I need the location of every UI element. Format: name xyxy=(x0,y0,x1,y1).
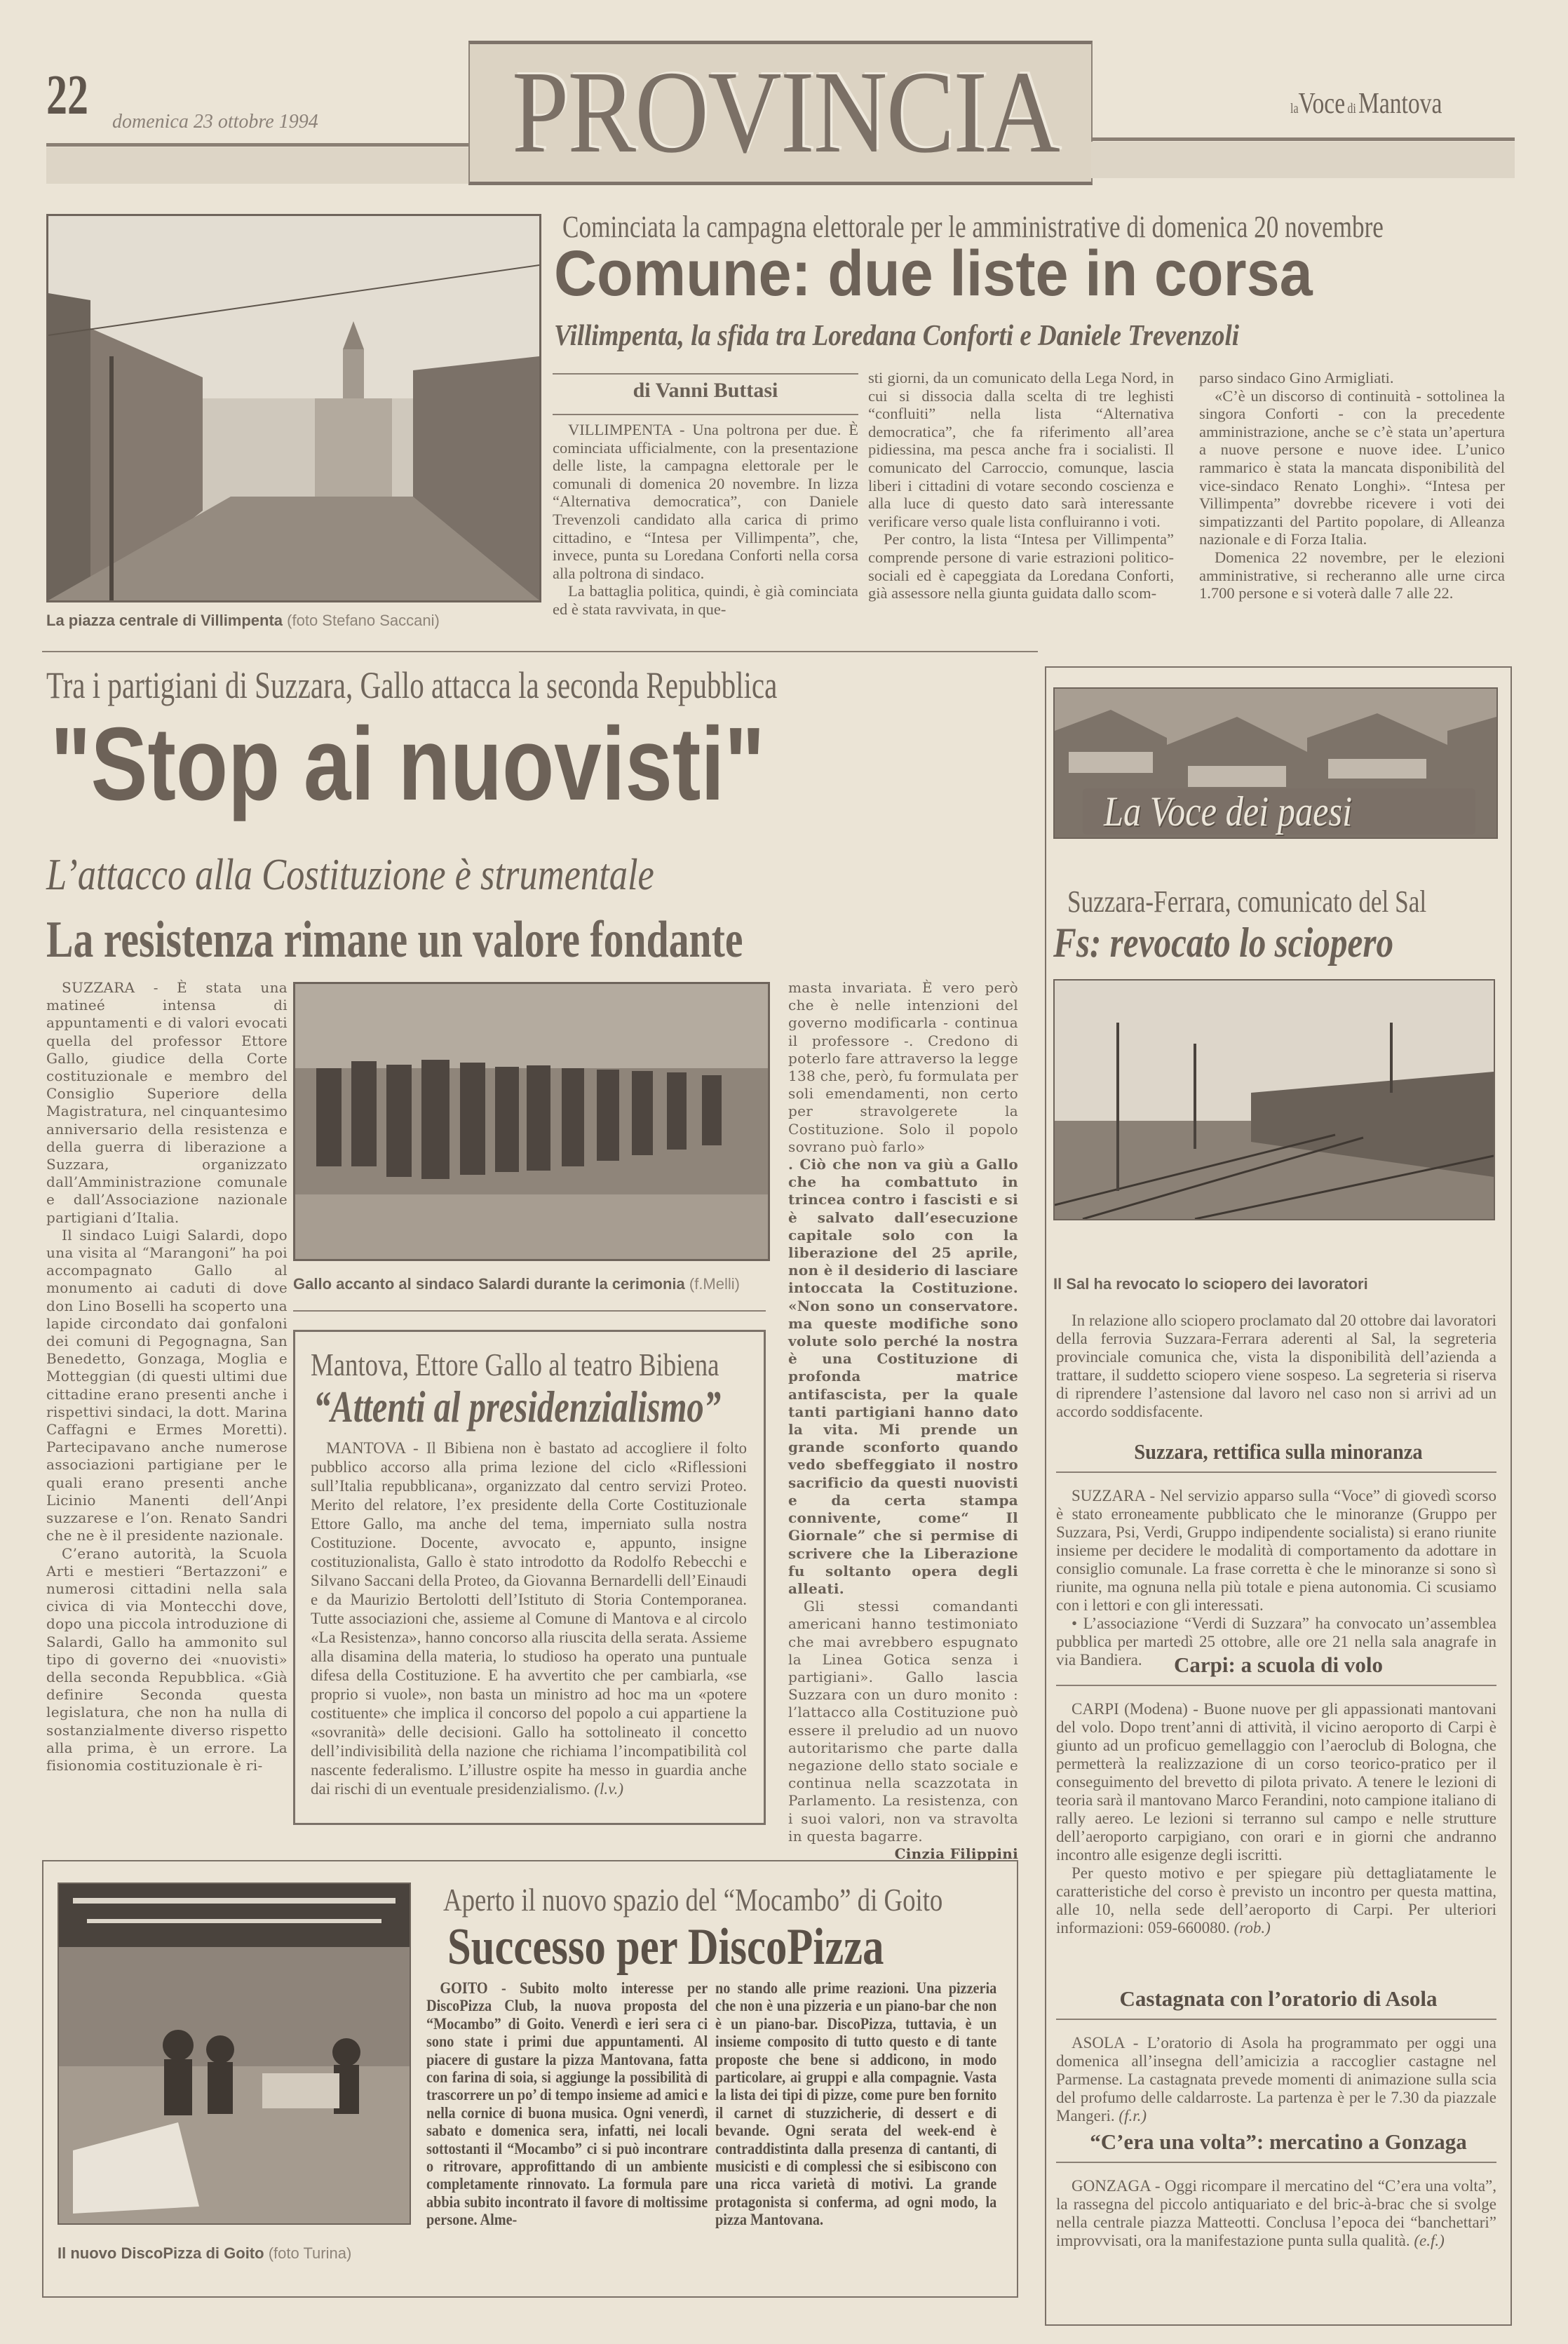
carpi-body: CARPI (Modena) - Buone nuove per gli appassionati mantovani del volo. Dopo trent’anni di attività, il vicino aeroporto di Carpi è giunto ad un proficuo gemellaggio con l’aeroclub di Bologna, che permetterà la realizzazione di un corso teorico-pratico per il conseguimento del brevetto di pilota privato. A tenere le lezioni di teoria sarà il mantovano Marco Ferandini, noto campione italiano di rally aereo. Le lezioni si terranno sul campo e nelle strutture dell’aeroporto carpigiano, con orari e in giorni che andranno incontro alle esigenze degli iscritti. Per questo motivo e per spiegare più dettagliatamente le caratteristiche del corso è previsto un incontro per questa mattina, alle 10, nella sede dell’aeroporto di Carpi. Per ulteriori informazioni: 059-660080. (rob.) xyxy=(1056,1700,1496,1937)
masthead-rule-left xyxy=(46,143,471,147)
section-title-box xyxy=(468,41,1093,185)
suzzara-subhead-2: La resistenza rimane un valore fondante xyxy=(46,911,743,969)
asola-signature: (f.r.) xyxy=(1118,2107,1147,2124)
suzzara-col-3: masta invariata. È vero però che è nelle intenzioni del governo modificarla - continua il professore -. Credono di poterlo fare attraverso la legge 138 che, però, fu formulata per soli emendamenti, non certo per stravolgerete la Costituzione. Solo il popolo sovrano può farlo» . Ciò che non va giù a Gallo che ha combattuto in trincea contro i fascisti e si è salvato dall’esecuzione capitale solo con la liberazione del 25 aprile, non è il desiderio di lasciare intoccata la Costituzione. «Non sono un conservatore. ma queste modifiche sono volute solo perché la nostra è una Costituzione di profonda matrice antifascista, per la quale tanti partigiani hanno dato la vita. Mi prende un grande sconforto quando vedo sbeffeggiato il nostro sacrificio da questi nuovisti e da certa stampa connivente, come“ Il Giornale” che si permise di scrivere che la Liberazione fu soltanto opera degli alleati. Gli stessi comandanti americani hanno testimoniato che mai avrebbero espugnato la Linea Gotica senza i partigiani». Gallo lascia Suzzara con un duro monito : l’lattacco alla Costituzione può essere il preludio ad un nuovo autoritarismo che parte dalla negazione dello stato sociale e continua nella scazzotata in Parlamento. La resistenza, con i suoi valori, non va stravolta in questa bagarre. Cinzia Filippini xyxy=(788,979,1018,1862)
discopizza-interior-image xyxy=(59,1884,410,2223)
suzzara-headline: "Stop ai nuovisti" xyxy=(50,706,765,822)
goito-kicker: Aperto il nuovo spazio del “Mocambo” di Goito xyxy=(443,1882,943,1918)
bibiena-rule xyxy=(293,1310,766,1312)
issue-date: domenica 23 ottobre 1994 xyxy=(112,111,318,133)
asola-title: Castagnata con l’oratorio di Asola xyxy=(1119,1986,1438,2011)
suzzara-kicker: Tra i partigiani di Suzzara, Gallo attacca la seconda Repubblica xyxy=(46,664,778,706)
ceremony-image xyxy=(295,984,768,1259)
masthead-rule-right xyxy=(1091,137,1515,141)
bibiena-headline: “Attenti al presidenzialismo” xyxy=(313,1382,722,1432)
bibiena-signature: (l.v.) xyxy=(594,1780,624,1798)
villimpenta-kicker: Cominciata la campagna elettorale per le amministrative di domenica 20 novembre xyxy=(562,210,1384,244)
village-square-image xyxy=(48,216,539,600)
voce-paesi-banner xyxy=(1053,687,1498,839)
villimpenta-byline: di Vanni Buttasi xyxy=(633,379,778,402)
suzzara-photo xyxy=(293,982,770,1261)
carpi-title: Carpi: a scuola di volo xyxy=(1174,1652,1383,1677)
goito-col-1: GOITO - Subito molto interesse per DiscoPizza Club, la nuova proposta del “Mocambo” di Goito. Venerdì e ieri sera ci sono state i primi due appuntamenti. Al piacere di gustare la pizza Mantovana, fatta con farina di soia, si aggiunge la possibilità di trascorrere un po’ di tempo insieme ad amici e nella cornice di buona musica. Ogni venerdì, sabato e domenica sera, infatti, nei locali sottostanti il “Mocambo” ci si può incontrare o ritrovare, approfittando di un ambiente completamente rinnovato. La formula pare abbia subito incontrato il favore di moltissime persone. Alme- xyxy=(426,1979,708,2229)
fs-headline: Fs: revocato lo sciopero xyxy=(1053,920,1394,966)
fs-photo-caption: Il Sal ha revocato lo sciopero dei lavoratori xyxy=(1053,1275,1368,1293)
voce-paesi-panel xyxy=(1045,666,1512,2326)
section-divider xyxy=(42,651,1038,652)
villimpenta-photo-caption: La piazza centrale di Villimpenta (foto Stefano Saccani) xyxy=(46,612,440,629)
goito-headline: Successo per DiscoPizza xyxy=(447,1918,884,1976)
villimpenta-headline: Comune: due liste in corsa xyxy=(554,238,1313,309)
goito-photo xyxy=(58,1882,411,2225)
asola-rule xyxy=(1056,2019,1496,2020)
carpi-signature: (rob.) xyxy=(1234,1919,1271,1937)
byline-rule-top xyxy=(553,373,858,375)
rettifica-title: Suzzara, rettifica sulla minoranza xyxy=(1134,1439,1423,1464)
byline-rule-bottom xyxy=(553,414,858,415)
rettifica-body: SUZZARA - Nel servizio apparso sulla “Voce” di giovedì scorso è stato erroneamente pubblicato che le minoranze (Gruppo per Suzzara, Psi, Verdi, Gruppo indipendente socialista) si erano riunite insieme per decidere le modalità di comportamento da adottare in consiglio comunale. La frase corretta è che le minoranze si sono sì riunite, ma ognuna nella più totale e piena autonomia. Ci scusiamo con i lettori e con gli interessati. • L’associazione “Verdi di Suzzara” ha convocato un’assemblea pubblica per martedì 25 ottobre, alle ore 21 nella sala anagrafe in via Bandiera. xyxy=(1056,1487,1496,1669)
rettifica-rule xyxy=(1056,1471,1496,1473)
goito-col-2: no stando alle prime reazioni. Una pizzeria che non è una pizzeria e un piano-bar che non è un piano-bar. DiscoPizza, tuttavia, è un insieme composito di tutto questo e di tante proposte che bene si addicono, in modo particolare, ai gruppi e alla compagnie. Vasta la lista dei tipi di pizze, come pure ben fornito il carnet di stuzzicherie, di dessert e di bevande. Ogni serata del week-end è contraddistinta dalla presenza di cantanti, di musicisti e di complessi che si esibiscono con una ricca varietà di motivi. La grande protagonista si conferma, ad ogni modo, la pizza Mantovana. xyxy=(715,1979,997,2229)
fs-body: In relazione allo sciopero proclamato dal 20 ottobre dai lavoratori della ferrovia Suzzara-Ferrara aderenti al Sal, la segreteria provinciale comunica che, vista la disponibilità dell’azienda a trattare, il suddetto sciopero viene sospeso. La segreteria si riserva di riprendere l’astensione dal lavoro nel caso non si arrivi ad un accordo soddisfacente. xyxy=(1056,1312,1496,1420)
fs-photo xyxy=(1053,979,1495,1220)
gonzaga-rule xyxy=(1056,2162,1496,2163)
villimpenta-col-3: parso sindaco Gino Armigliati. «C’è un discorso di continuità - sottolinea la singora Conforti - con la precedente amministrazione, anche se c’è stata un’apertura a nuove persone e nuove idee. L’unico rammarico è stata la mancata disponibilità del vice-sindaco Renato Longhi». “Intesa per Villimpenta” dovrebbe ricevere i voti dei simpatizzanti del Partito popolare, di Alleanza nazionale e di Forza Italia. Domenica 22 novembre, per le elezioni amministrative, si recheranno alle urne circa 1.700 persone e si voterà dalle 7 alle 22. xyxy=(1199,369,1505,602)
masthead-band-right xyxy=(1091,142,1515,178)
fs-kicker: Suzzara-Ferrara, comunicato del Sal xyxy=(1067,884,1427,919)
villimpenta-col-1: VILLIMPENTA - Una poltrona per due. È cominciata ufficialmente, con la presentazione delle liste, la campagna elettorale per le comunali di domenica 20 novembre. In lizza “Alternativa democratica”, con Daniele Trevenzoli candidato alla carica di primo cittadino, e “Intesa per Villimpenta”, che, invece, punta su Loredana Conforti nella corsa alla poltrona di sindaco. La battaglia politica, quindi, è già cominciata ed è stata ravvivata, in que- xyxy=(553,421,858,618)
suzzara-col-1: SUZZARA - È stata una matineé intensa di appuntamenti e di valori evocati quella del professor Ettore Gallo, giudice della Corte costituzionale e membro del Consiglio Superiore della Magistratura, nel cinquantesimo anniversario della resistenza e della guerra di liberazione a Suzzara, organizzato dall’Amministrazione comunale e dall’Associazione nazionale partigiani d’Italia. Il sindaco Luigi Salardi, dopo una visita al “Marangoni” ha poi accompagnato Gallo al monumento ai caduti di dove don Lino Boselli ha scoperto una lapide circondato dai gonfaloni dei comuni di Pegognagna, San Benedetto, Gonzaga, Moglia e Motteggian (di questi ultimi due cittadine erano presenti anche i rispettivi sindaci, la dott. Marina Caffagni e Ermes Moretti). Partecipavano anche numerose associazioni partigiane per le quali erano presenti anche Licinio Manenti dell’Anpi suzzarese e l’on. Renato Sandri che ne è il presidente nazionale. C’erano autorità, la Scuola Arti e mestieri “Bertazzoni” e numerosi cittadini nella sala civica di via Montecchi dove, dopo una piccola introduzione di Salardi, Gallo ha ammonito sul tipo di governo dei «nuovisti» della seconda Repubblica. «Già definire Seconda questa legislatura, che non ha nulla di sostanzialmente diverso rispetto alla prima, è un errore. La fisionomia costituzionale è ri- xyxy=(46,979,288,1774)
bibiena-kicker: Mantova, Ettore Gallo al teatro Bibiena xyxy=(311,1347,719,1382)
goito-photo-caption: Il nuovo DiscoPizza di Goito (foto Turina) xyxy=(58,2244,352,2262)
suzzara-signature: Cinzia Filippini xyxy=(894,1845,1018,1862)
villimpenta-photo xyxy=(46,214,541,602)
villimpenta-col-2: sti giorni, da un comunicato della Lega Nord, in cui si dissocia dalla scelta di tre leghisti “confluiti” nella lista “Alternativa democratica”, che fa riferimento all’area pidiessina, ma pesca anche fra i socialisti. Il comunicato del Carroccio, comunque, lascia liberi i cittadini di votare secondo coscienza e alla luce di questo dato sarà interessante verificare verso quale lista confluiranno i voti. Per contro, la lista “Intesa per Villimpenta” comprende persone di varie estrazioni politico-sociali ed è capeggiata da Loredana Conforti, già assessore nella giunta guidata dallo scom- xyxy=(868,369,1174,602)
asola-body: ASOLA - L’oratorio di Asola ha programmato per oggi una domenica all’insegna dell’amicizia a raccoglier castagne nel Parmense. La castagnata prevede momenti di animazione sulla scia del profumo delle caldarroste. La partenza è per le 7.30 da piazzale Mangeri. (f.r.) xyxy=(1056,2034,1496,2124)
page-number: 22 xyxy=(46,65,88,126)
gonzaga-title: “C’era una volta”: mercatino a Gonzaga xyxy=(1090,2129,1467,2154)
masthead-band-left xyxy=(46,147,471,184)
article-goito xyxy=(42,1860,1018,2298)
article-bibiena xyxy=(293,1330,766,1825)
suzzara-subhead-1: L’attacco alla Costituzione è strumentale xyxy=(46,849,654,899)
voce-paesi-title: La Voce dei paesi xyxy=(1104,788,1353,835)
newspaper-logo: laVoce di Mantova xyxy=(1290,88,1442,120)
railway-image xyxy=(1055,981,1494,1219)
carpi-rule xyxy=(1056,1685,1496,1686)
suzzara-photo-caption: Gallo accanto al sindaco Salardi durante la cerimonia (f.Melli) xyxy=(293,1275,740,1293)
section-title: PROVINCIA xyxy=(512,47,1060,177)
gonzaga-signature: (e.f.) xyxy=(1414,2232,1445,2249)
bibiena-body: MANTOVA - Il Bibiena non è bastato ad accogliere il folto pubblico accorso alla prima lezione del ciclo «Riflessioni sull’Italia repubblicana», organizzato dal centro servizi Proteo. Merito del relatore, l’ex presidente della Corte Costituzionale Ettore Gallo, ma anche del tema, imperniato sulla nostra Costituzione. Docente, avvocato e, appunto, insigne costituzionalista, Gallo è stato introdotto da Rodolfo Rebecchi e Silvano Saccani della Proteo, da Giovanna Bernardelli dell’Einaudi e da Maurizio Bertolotti dell’Istituto di Storia Contemporanea. Tutte associazioni che, assieme al Comune di Mantova e al circolo «La Resistenza», hanno concorso alla riuscita della serata. Assieme alla disamina della materia, lo studioso ha operato una puntuale difesa della Costituzione. E ha avvertito che per cambiarla, «se proprio si vuole», non basta un ministro ad hoc ma un «potere costituente» che implica il concorso del popolo a cui appartiene la «sovranità» delle decisioni. Gallo ha sottolineato il concetto dell’indivisibilità della nazione che richiama l’incompatibilità col nascente federalismo. L’illustre ospite ha messo in guardia anche dai rischi di un eventuale presidenzialismo. (l.v.) xyxy=(311,1439,747,1798)
gonzaga-body: GONZAGA - Oggi ricompare il mercatino del “C’era una volta”, la rassegna del piccolo antiquariato e del bric-à-brac che si svolge nella centrale piazza Matteotti. Conclusa l’epoca dei “banchettari” improvvisati, ora la manifestazione punta sulla qualità. (e.f.) xyxy=(1056,2177,1496,2249)
villimpenta-subhead: Villimpenta, la sfida tra Loredana Conforti e Daniele Trevenzoli xyxy=(554,320,1240,352)
